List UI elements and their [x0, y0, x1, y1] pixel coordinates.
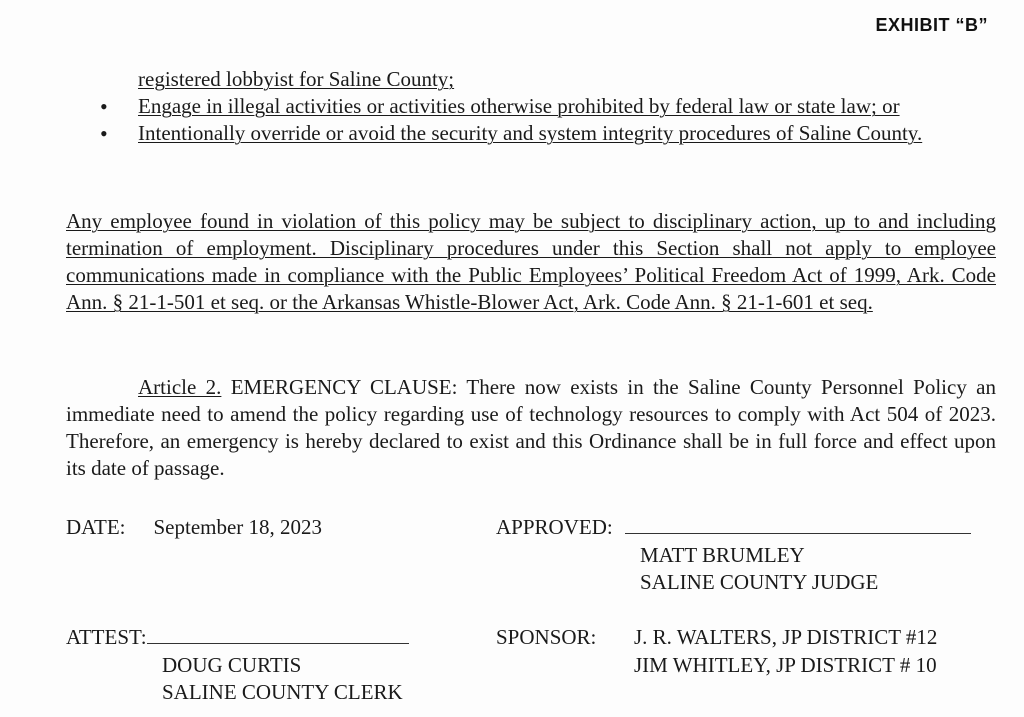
sponsor-1: J. R. WALTERS, JP DISTRICT #12	[634, 625, 938, 649]
violation-paragraph: Any employee found in violation of this policy may be subject to disciplinary action, up to and including termination of employment. Disciplinary procedures under this Section shall not apply to employee communications made in compliance with the Public Employees’ Political Freedom Act of 1999, Ark. Code Ann. § 21-1-501 et seq. or the Arkansas Whistle-Blower Act, Ark. Code Ann. § 21-1-601 et seq.	[66, 209, 996, 314]
bullet-text: Intentionally override or avoid the security and system integrity procedures of Saline County.	[138, 121, 923, 145]
bullet-item	[100, 120, 996, 147]
attest-label: ATTEST:	[66, 625, 147, 649]
approved-signature-line	[625, 533, 971, 534]
date-value: September 18, 2023	[153, 515, 323, 539]
article-text: EMERGENCY CLAUSE: There now exists in the Saline County Personnel Policy an immediate need to amend the policy regarding use of technology resources to comply with Act 504 of 2023. Therefore, an emergency is hereby declared to exist and this Ordinance shall be in full force and effect upon its date of passage.	[66, 375, 996, 480]
sponsor-2: JIM WHITLEY, JP DISTRICT # 10	[634, 653, 937, 677]
date-label: DATE:	[66, 515, 126, 539]
attest-row	[66, 624, 409, 651]
bullet-list	[100, 93, 996, 147]
attest-signature-line	[147, 643, 409, 644]
continued-bullet-line: registered lobbyist for Saline County;	[138, 67, 455, 91]
date-row	[66, 514, 322, 541]
article-paragraph	[66, 374, 996, 482]
sponsor-label: SPONSOR:	[496, 625, 597, 649]
bullet-icon: •	[100, 121, 108, 146]
approved-row	[496, 514, 971, 541]
bullet-item	[100, 93, 996, 120]
approved-label: APPROVED:	[496, 515, 613, 539]
article-label: Article 2.	[138, 375, 222, 399]
bullet-text: Engage in illegal activities or activities otherwise prohibited by federal law or state law; or	[138, 94, 900, 118]
approved-name: MATT BRUMLEY	[640, 543, 805, 567]
bullet-icon: •	[100, 94, 108, 119]
approved-title: SALINE COUNTY JUDGE	[640, 570, 879, 594]
attest-name: DOUG CURTIS	[162, 653, 302, 677]
exhibit-label: EXHIBIT “B”	[875, 15, 988, 35]
attest-title: SALINE COUNTY CLERK	[162, 680, 403, 704]
